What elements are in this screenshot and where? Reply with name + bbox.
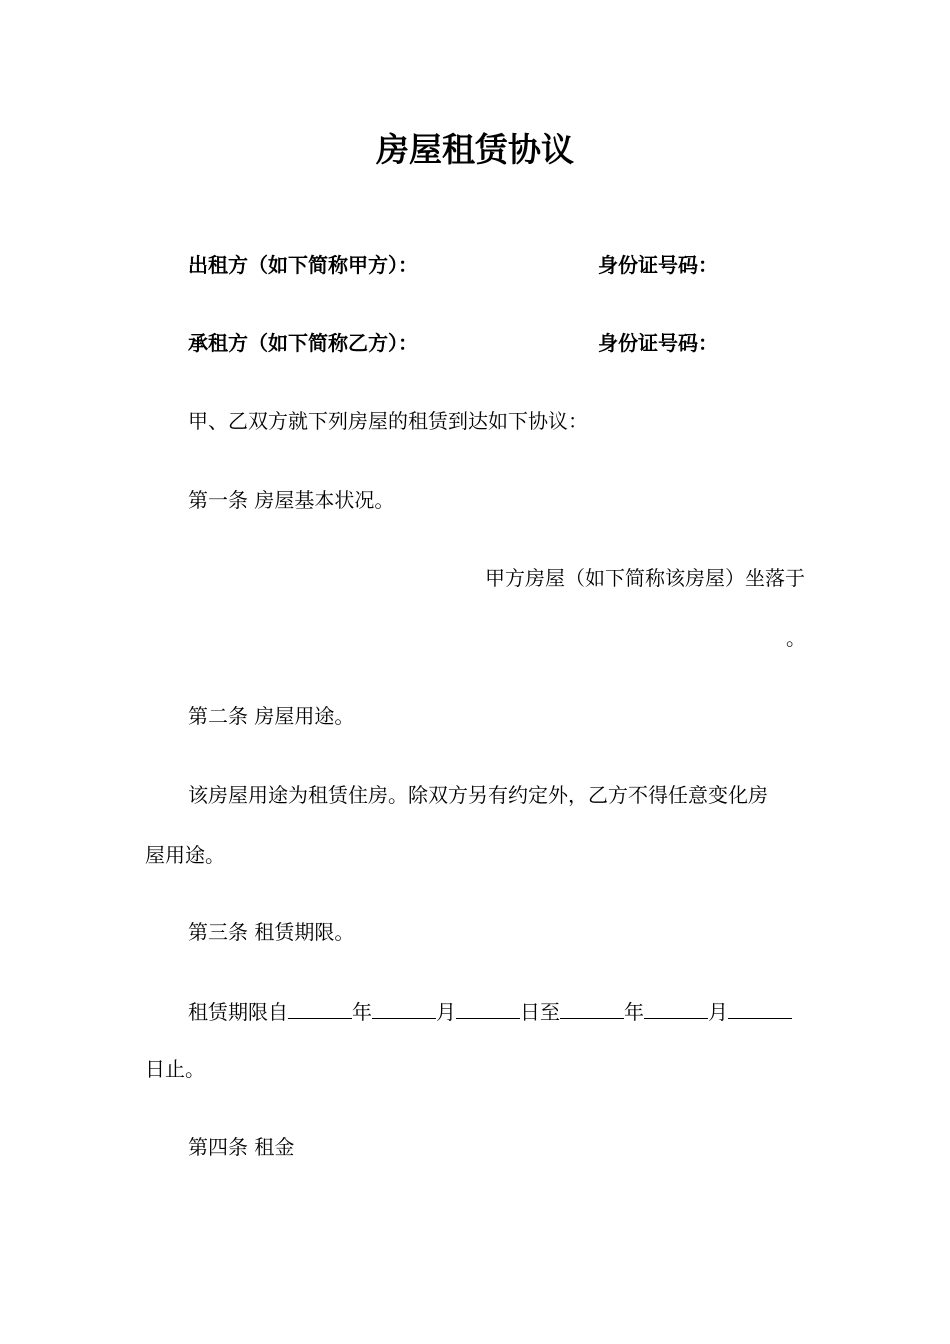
intro-paragraph: 甲、乙双方就下列房屋的租赁到达如下协议： bbox=[188, 409, 588, 433]
document-title: 房屋租赁协议 bbox=[376, 130, 574, 169]
blank-end-month bbox=[644, 1000, 708, 1019]
article-2-line-2: 屋用途。 bbox=[145, 843, 225, 867]
lessee-id-label: 身份证号码： bbox=[598, 331, 718, 355]
article-4-heading: 第四条 租金 bbox=[188, 1135, 295, 1159]
article-2-heading: 第二条 房屋用途。 bbox=[188, 704, 355, 728]
blank-end-day bbox=[728, 1000, 792, 1019]
blank-end-year bbox=[560, 1000, 624, 1019]
year-2-text: 年 bbox=[624, 1000, 644, 1024]
blank-start-day bbox=[456, 1000, 520, 1019]
blank-start-month bbox=[372, 1000, 436, 1019]
blank-start-year bbox=[288, 1000, 352, 1019]
article-3-line-2: 日止。 bbox=[145, 1057, 205, 1081]
lease-start-text: 租赁期限自 bbox=[188, 1000, 288, 1024]
article-1-period: 。 bbox=[786, 626, 806, 650]
lessor-label: 出租方（如下简称甲方）： bbox=[188, 253, 418, 277]
month-1-text: 月 bbox=[436, 1000, 456, 1024]
article-3-heading: 第三条 租赁期限。 bbox=[188, 920, 355, 944]
article-1-text: 甲方房屋（如下简称该房屋）坐落于 bbox=[485, 566, 805, 590]
article-1-heading: 第一条 房屋基本状况。 bbox=[188, 488, 395, 512]
lessee-label: 承租方（如下简称乙方）： bbox=[188, 331, 418, 355]
year-1-text: 年 bbox=[352, 1000, 372, 1024]
lessor-id-label: 身份证号码： bbox=[598, 253, 718, 277]
month-2-text: 月 bbox=[708, 1000, 728, 1024]
day-to-text: 日至 bbox=[520, 1000, 560, 1024]
article-2-line-1: 该房屋用途为租赁住房。除双方另有约定外，乙方不得任意变化房 bbox=[188, 783, 768, 807]
article-3-line-1 bbox=[188, 1000, 792, 1022]
